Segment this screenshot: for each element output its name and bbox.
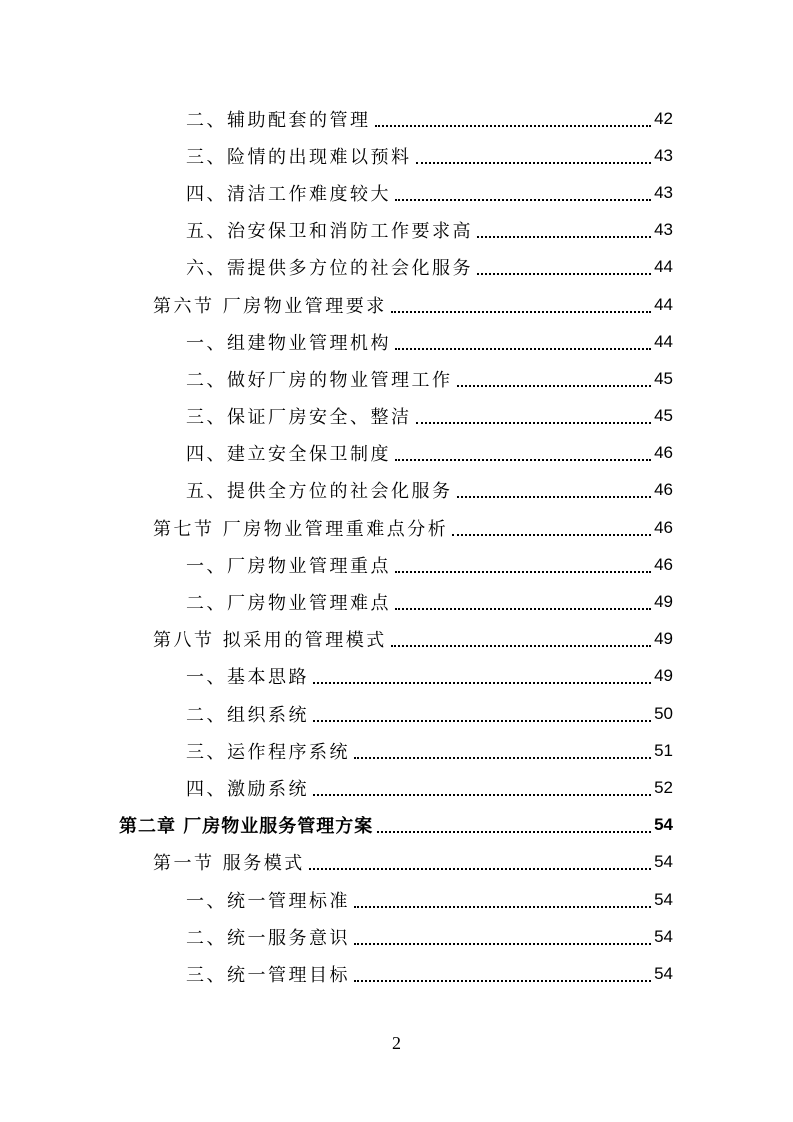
toc-entry[interactable] [0,212,793,249]
toc-entry-title: 第二章 厂房物业服务管理方案 [119,816,374,838]
toc-entry-title: 三、运作程序系统 [186,741,350,763]
toc-entry[interactable] [0,360,793,397]
toc-dot-leader [375,125,652,127]
toc-entry-title: 二、厂房物业管理难点 [186,593,391,615]
toc-entry[interactable] [0,137,793,174]
toc-entry[interactable] [0,732,793,769]
toc-entry-title: 第六节 厂房物业管理要求 [153,295,387,317]
toc-dot-leader [377,831,651,833]
table-of-contents [0,100,793,993]
toc-entry-page-number: 51 [654,740,673,760]
toc-entry-page-number: 43 [654,220,673,240]
toc-entry-page-number: 54 [654,963,673,983]
toc-entry-page-number: 46 [654,443,673,463]
toc-dot-leader [354,943,651,945]
toc-dot-leader [395,608,651,610]
toc-entry-title: 一、组建物业管理机构 [186,332,391,354]
toc-dot-leader [354,980,651,982]
toc-entry[interactable] [0,286,793,323]
toc-entry-title: 三、统一管理目标 [186,964,350,986]
toc-dot-leader [416,162,652,164]
toc-entry-title: 二、组织系统 [186,704,309,726]
toc-entry[interactable] [0,658,793,695]
toc-dot-leader [391,645,651,647]
toc-entry-title: 五、治安保卫和消防工作要求高 [186,221,473,243]
toc-entry-page-number: 43 [654,145,673,165]
toc-entry-page-number: 42 [654,108,673,128]
toc-entry[interactable] [0,583,793,620]
toc-entry-title: 第八节 拟采用的管理模式 [153,630,387,652]
toc-entry-title: 三、险情的出现难以预料 [186,146,412,168]
toc-entry[interactable] [0,472,793,509]
toc-dot-leader [354,757,651,759]
toc-entry-page-number: 49 [654,592,673,612]
toc-entry-page-number: 44 [654,294,673,314]
toc-entry-page-number: 46 [654,517,673,537]
toc-entry[interactable] [0,621,793,658]
toc-entry-title: 第一节 服务模式 [153,853,305,875]
toc-dot-leader [313,720,651,722]
toc-dot-leader [395,459,651,461]
toc-entry-title: 二、统一服务意识 [186,927,350,949]
toc-dot-leader [313,682,651,684]
toc-entry-page-number: 52 [654,777,673,797]
toc-entry-title: 四、建立安全保卫制度 [186,444,391,466]
toc-entry[interactable] [0,100,793,137]
toc-dot-leader [457,385,652,387]
toc-entry[interactable] [0,881,793,918]
toc-entry[interactable] [0,769,793,806]
toc-entry-page-number: 45 [654,406,673,426]
toc-entry[interactable] [0,435,793,472]
toc-entry[interactable] [0,509,793,546]
toc-entry[interactable] [0,695,793,732]
toc-entry-title: 四、激励系统 [186,778,309,800]
toc-entry-title: 六、需提供多方位的社会化服务 [186,258,473,280]
toc-entry-page-number: 49 [654,666,673,686]
toc-entry-title: 第七节 厂房物业管理重难点分析 [153,518,449,540]
toc-entry[interactable] [0,249,793,286]
toc-entry[interactable] [0,398,793,435]
toc-entry[interactable] [0,807,793,844]
toc-entry-page-number: 54 [654,889,673,909]
toc-entry[interactable] [0,323,793,360]
toc-entry-page-number: 54 [654,852,673,872]
toc-entry-title: 四、清洁工作难度较大 [186,183,391,205]
toc-entry[interactable] [0,174,793,211]
toc-dot-leader [457,496,652,498]
toc-entry-title: 二、做好厂房的物业管理工作 [186,369,453,391]
toc-dot-leader [416,422,652,424]
toc-entry-page-number: 45 [654,368,673,388]
toc-entry-page-number: 46 [654,554,673,574]
toc-entry-title: 五、提供全方位的社会化服务 [186,481,453,503]
toc-dot-leader [354,906,651,908]
page-number: 2 [392,1033,401,1053]
toc-dot-leader [395,199,651,201]
toc-entry-title: 一、统一管理标准 [186,890,350,912]
toc-dot-leader [477,236,651,238]
toc-dot-leader [395,348,651,350]
toc-entry[interactable] [0,844,793,881]
toc-dot-leader [309,868,651,870]
toc-entry-title: 二、辅助配套的管理 [186,109,371,131]
toc-dot-leader [452,534,651,536]
toc-entry-page-number: 44 [654,331,673,351]
toc-entry-page-number: 44 [654,257,673,277]
toc-entry[interactable] [0,546,793,583]
toc-entry-page-number: 50 [654,703,673,723]
toc-entry[interactable] [0,955,793,992]
toc-entry-page-number: 43 [654,182,673,202]
toc-entry-page-number: 49 [654,629,673,649]
toc-entry-page-number: 46 [654,480,673,500]
toc-entry-page-number: 54 [654,926,673,946]
toc-entry-page-number: 54 [654,815,673,835]
toc-entry-title: 一、基本思路 [186,667,309,689]
toc-dot-leader [391,311,651,313]
toc-dot-leader [313,794,651,796]
toc-dot-leader [477,273,651,275]
toc-entry[interactable] [0,918,793,955]
toc-dot-leader [395,571,651,573]
toc-entry-title: 三、保证厂房安全、整洁 [186,407,412,429]
toc-entry-title: 一、厂房物业管理重点 [186,555,391,577]
